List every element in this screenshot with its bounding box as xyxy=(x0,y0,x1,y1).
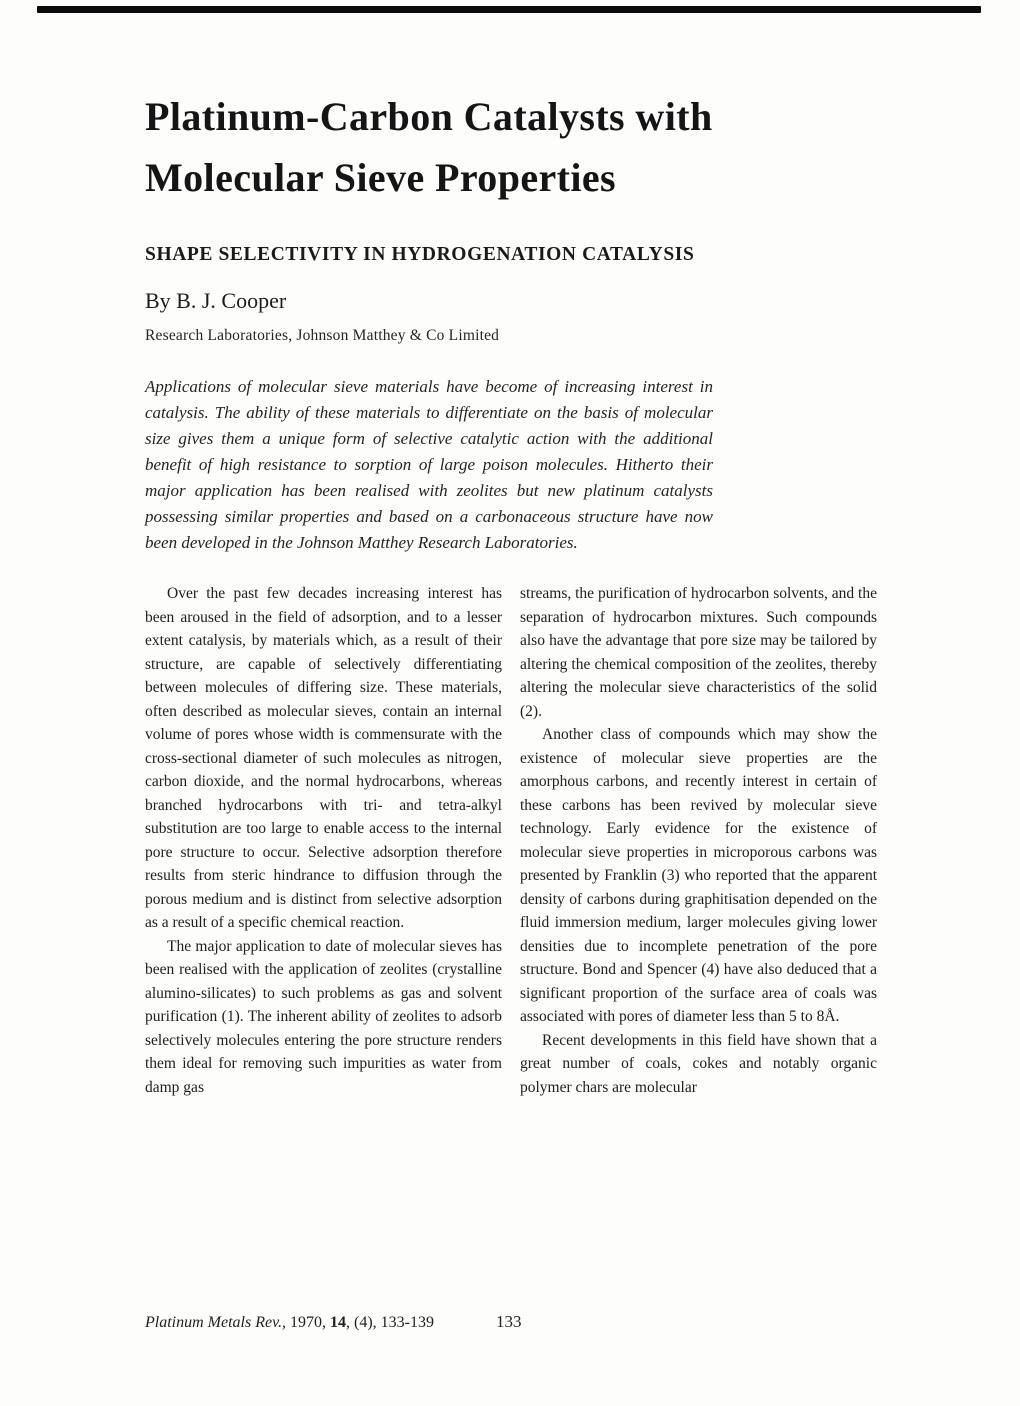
journal-name: Platinum Metals Rev., xyxy=(145,1314,286,1331)
journal-year: 1970, xyxy=(286,1314,330,1331)
scan-edge-artifact xyxy=(37,6,981,13)
title-line-2: Molecular Sieve Properties xyxy=(145,155,617,200)
title-line-1: Platinum-Carbon Catalysts with xyxy=(145,94,713,139)
journal-issue-pages: , (4), 133-139 xyxy=(346,1314,434,1331)
paragraph: Over the past few decades increasing interest has been aroused in the field of adsorption, and to a lesser extent catalysis, by materials which, as a result of their structure, are capable of selectively differentiating between molecules of differing size. These materials, often described as molecular sieves, contain an internal volume of pores whose width is commensurate with the cross-sectional diameter of such molecules as nitrogen, carbon dioxide, and the normal hydrocarbons, whereas branched hydrocarbons with tri- and tetra-alkyl substitution are too large to enable access to the internal pore structure to occur. Selective adsorption therefore results from steric hindrance to diffusion through the porous medium and is distinct from selective adsorption as a result of a specific chemical reaction. xyxy=(145,585,502,931)
paragraph-continuation: streams, the purification of hydrocarbon solvents, and the separation of hydrocarbon mixtures. Such compounds also have the advantage that pore size may be tailored by altering the chemical composition of the zeolites, thereby altering the molecular sieve characteristics of the solid (2). xyxy=(520,585,877,720)
right-column xyxy=(520,582,877,1099)
article-subtitle: SHAPE SELECTIVITY IN HYDROGENATION CATALYSIS xyxy=(145,244,695,265)
paragraph: Recent developments in this field have shown that a great number of coals, cokes and notably organic polymer chars are molecular xyxy=(520,1031,877,1096)
left-column xyxy=(145,582,502,1099)
article-content xyxy=(0,86,1020,1099)
body-columns xyxy=(145,582,877,1099)
article-title xyxy=(145,86,877,208)
paragraph: The major application to date of molecular sieves has been realised with the application of zeolites (crystalline alumino-silicates) to such problems as gas and solvent purification (1). The inherent ability of zeolites to adsorb selectively molecules entering the pore structure renders them ideal for removing such impurities as water from damp gas xyxy=(145,937,502,1096)
journal-volume: 14 xyxy=(330,1314,346,1331)
abstract: Applications of molecular sieve materials have become of increasing interest in catalysis. The ability of these materials to differentiate on the basis of molecular size gives them a unique form of selective catalytic action with the additional benefit of high resistance to sorption of large poison molecules. Hitherto their major application has been realised with zeolites but new platinum catalysts possessing similar properties and based on a carbonaceous structure have now been developed in the Johnson Matthey Research Laboratories. xyxy=(145,377,713,552)
author-affiliation: Research Laboratories, Johnson Matthey & Co Limited xyxy=(145,327,500,344)
page-footer xyxy=(145,1312,521,1332)
journal-reference xyxy=(145,1314,434,1332)
author-byline: By B. J. Cooper xyxy=(145,288,287,313)
paragraph: Another class of compounds which may show the existence of molecular sieve properties are the amorphous carbons, and recently interest in certain of these carbons has been revived by molecular sieve technology. Early evidence for the existence of molecular sieve properties in microporous carbons was presented by Franklin (3) who reported that the apparent density of carbons during graphitisation depended on the fluid immersion medium, larger molecules giving lower densities due to incomplete penetration of the pore structure. Bond and Spencer (4) have also deduced that a significant proportion of the surface area of coals was associated with pores of diameter less than 5 to 8Å. xyxy=(520,726,877,1025)
page-number: 133 xyxy=(495,1312,522,1331)
